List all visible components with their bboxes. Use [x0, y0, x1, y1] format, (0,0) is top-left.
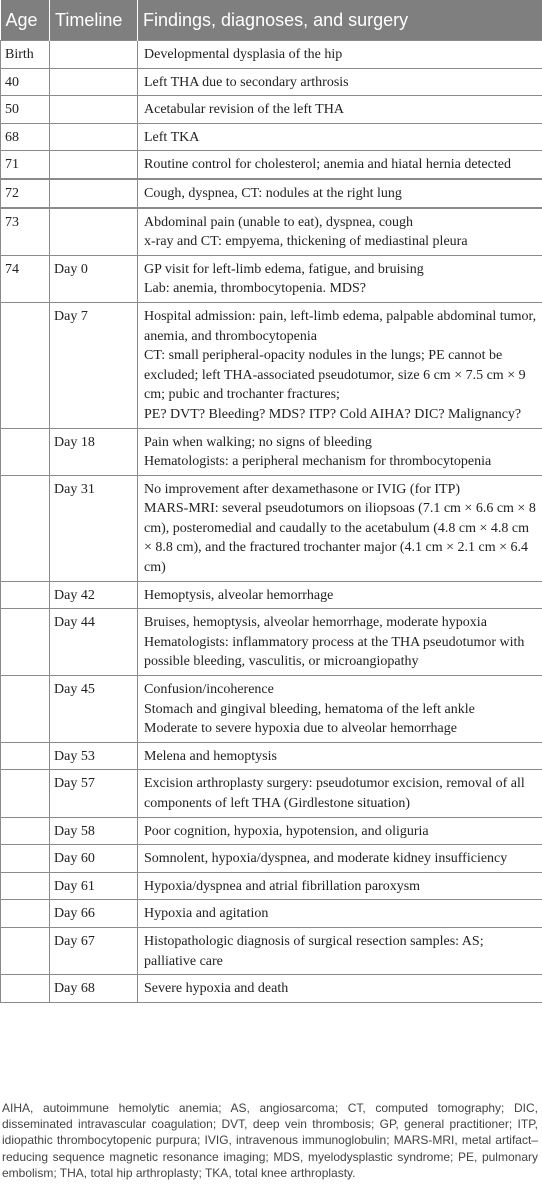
cell-age	[1, 817, 50, 845]
finding-line: Cough, dyspnea, CT: nodules at the right lung	[144, 185, 402, 201]
cell-age	[1, 845, 50, 873]
cell-timeline: Day 31	[50, 475, 138, 581]
table-row	[1, 742, 542, 770]
finding-line: PE? DVT? Bleeding? MDS? ITP? Cold AIHA? DIC? Malignancy?	[144, 406, 522, 422]
finding-line: Pain when walking; no signs of bleeding	[144, 434, 372, 450]
finding-line: Somnolent, hypoxia/dyspnea, and moderate kidney insufficiency	[144, 851, 508, 867]
table-row	[1, 208, 542, 256]
cell-age	[1, 975, 50, 1003]
header-timeline: Timeline	[50, 0, 138, 41]
cell-findings	[138, 302, 542, 428]
cell-findings	[138, 151, 542, 179]
table-row	[1, 609, 542, 676]
table-row	[1, 581, 542, 609]
table-row	[1, 817, 542, 845]
cell-timeline	[50, 208, 138, 256]
finding-line: Bruises, hemoptysis, alveolar hemorrhage, moderate hypoxia	[144, 615, 487, 631]
cell-timeline: Day 61	[50, 872, 138, 900]
finding-line: Left TKA	[144, 129, 200, 145]
cell-findings	[138, 123, 542, 151]
finding-line: Hypoxia/dyspnea and atrial fibrillation paroxysm	[144, 878, 421, 894]
finding-line: Hematologists: a peripheral mechanism for thrombocytopenia	[144, 454, 492, 470]
table-row	[1, 872, 542, 900]
table-row	[1, 179, 542, 208]
cell-timeline	[50, 41, 138, 69]
cell-findings	[138, 581, 542, 609]
cell-findings	[138, 609, 542, 676]
cell-age: 74	[1, 255, 50, 302]
cell-findings	[138, 255, 542, 302]
finding-line: Hematologists: inflammatory process at the THA pseudotumor with possible bleeding, vasculitis, or microangiopathy	[144, 634, 525, 670]
cell-age	[1, 475, 50, 581]
table-row	[1, 255, 542, 302]
finding-line: Hemoptysis, alveolar hemorrhage	[144, 587, 334, 603]
header-findings: Findings, diagnoses, and surgery	[138, 0, 542, 41]
table-row	[1, 900, 542, 928]
cell-findings	[138, 742, 542, 770]
cell-findings	[138, 927, 542, 974]
cell-timeline: Day 66	[50, 900, 138, 928]
table-row	[1, 302, 542, 428]
cell-age	[1, 872, 50, 900]
header-age: Age	[1, 0, 50, 41]
cell-timeline: Day 53	[50, 742, 138, 770]
table-row	[1, 676, 542, 743]
table-body	[1, 41, 542, 1003]
cell-timeline: Day 60	[50, 845, 138, 873]
cell-age: 50	[1, 96, 50, 124]
cell-timeline: Day 7	[50, 302, 138, 428]
cell-timeline: Day 67	[50, 927, 138, 974]
cell-findings	[138, 41, 542, 69]
finding-line: Moderate to severe hypoxia due to alveolar hemorrhage	[144, 721, 457, 737]
finding-line: Developmental dysplasia of the hip	[144, 47, 343, 62]
table-footnote: AIHA, autoimmune hemolytic anemia; AS, angiosarcoma; CT, computed tomography; DIC, disseminated intravascular coagulation; DVT, deep vein thrombosis; GP, general practitioner; ITP, idiopathic thrombocytopenic purpura; IVIG, intravenous immunoglobulin; MARS-MRI, metal artifact–reducing sequence magnetic resonance imaging; MDS, myelodysplastic syndrome; PE, pulmonary embolism; THA, total hip arthroplasty; TKA, total knee arthroplasty.	[2, 1101, 538, 1180]
cell-age	[1, 609, 50, 676]
table-row	[1, 845, 542, 873]
cell-age	[1, 302, 50, 428]
finding-line: CT: small peripheral-opacity nodules in the lungs; PE cannot be excluded; left THA-associated pseudotumor, size 6 cm × 7.5 cm × 9 cm; pubic and trochanter fractures;	[144, 348, 526, 403]
finding-line: Confusion/incoherence	[144, 682, 274, 698]
table-row	[1, 41, 542, 69]
cell-age	[1, 742, 50, 770]
cell-timeline: Day 45	[50, 676, 138, 743]
cell-findings	[138, 975, 542, 1003]
cell-age	[1, 676, 50, 743]
cell-timeline: Day 58	[50, 817, 138, 845]
finding-line: Histopathologic diagnosis of surgical resection samples: AS; palliative care	[144, 933, 484, 969]
finding-line: Abdominal pain (unable to eat), dyspnea, cough	[144, 214, 414, 230]
cell-age	[1, 581, 50, 609]
cell-timeline	[50, 68, 138, 96]
cell-age	[1, 428, 50, 475]
finding-line: Routine control for cholesterol; anemia and hiatal hernia detected	[144, 157, 511, 173]
table-row	[1, 475, 542, 581]
cell-age	[1, 900, 50, 928]
cell-timeline: Day 0	[50, 255, 138, 302]
cell-age: 40	[1, 68, 50, 96]
finding-line: Hospital admission: pain, left-limb edema, palpable abdominal tumor, anemia, and thrombocytopenia	[144, 308, 537, 344]
cell-timeline	[50, 123, 138, 151]
cell-timeline	[50, 96, 138, 124]
cell-timeline: Day 42	[50, 581, 138, 609]
table-row	[1, 151, 542, 179]
table-row	[1, 96, 542, 124]
cell-timeline: Day 68	[50, 975, 138, 1003]
cell-findings	[138, 96, 542, 124]
table-row	[1, 123, 542, 151]
finding-line: Hypoxia and agitation	[144, 906, 269, 922]
table-row	[1, 770, 542, 817]
header-row	[1, 0, 542, 41]
cell-age: 73	[1, 208, 50, 256]
finding-line: Poor cognition, hypoxia, hypotension, and oliguria	[144, 823, 429, 839]
finding-line: Excision arthroplasty surgery: pseudotumor excision, removal of all components of left THA (Girdlestone situation)	[144, 776, 525, 811]
table-header	[1, 0, 542, 41]
finding-line: x-ray and CT: empyema, thickening of mediastinal pleura	[144, 234, 468, 250]
table-row	[1, 428, 542, 475]
cell-findings	[138, 68, 542, 96]
finding-line: Left THA due to secondary arthrosis	[144, 74, 349, 90]
cell-findings	[138, 900, 542, 928]
cell-age: Birth	[1, 41, 50, 69]
cell-findings	[138, 872, 542, 900]
cell-timeline: Day 18	[50, 428, 138, 475]
finding-line: Severe hypoxia and death	[144, 981, 289, 997]
finding-line: MARS-MRI: several pseudotumors on iliopsoas (7.1 cm × 6.6 cm × 8 cm), posteromedial and caudally to the acetabulum (4.8 cm × 4.8 cm × 8.8 cm), and the fractured trochanter major (4.1 cm × 2.1 cm × 6.4 cm)	[144, 501, 536, 576]
cell-findings	[138, 770, 542, 817]
cell-timeline	[50, 151, 138, 179]
finding-line: No improvement after dexamethasone or IVIG (for ITP)	[144, 481, 461, 497]
finding-line: Lab: anemia, thrombocytopenia. MDS?	[144, 281, 366, 297]
table-row	[1, 927, 542, 974]
cell-age: 71	[1, 151, 50, 179]
cell-timeline	[50, 179, 138, 208]
table-row	[1, 68, 542, 96]
cell-age	[1, 927, 50, 974]
cell-findings	[138, 817, 542, 845]
finding-line: Acetabular revision of the left THA	[144, 102, 344, 118]
cell-findings	[138, 845, 542, 873]
table-row	[1, 975, 542, 1003]
cell-timeline: Day 57	[50, 770, 138, 817]
cell-findings	[138, 208, 542, 256]
cell-age: 72	[1, 179, 50, 208]
cell-age	[1, 770, 50, 817]
cell-findings	[138, 428, 542, 475]
finding-line: GP visit for left-limb edema, fatigue, and bruising	[144, 261, 424, 277]
cell-findings	[138, 676, 542, 743]
cell-age: 68	[1, 123, 50, 151]
cell-timeline: Day 44	[50, 609, 138, 676]
cell-findings	[138, 179, 542, 208]
finding-line: Melena and hemoptysis	[144, 748, 277, 764]
finding-line: Stomach and gingival bleeding, hematoma of the left ankle	[144, 701, 475, 717]
cell-findings	[138, 475, 542, 581]
